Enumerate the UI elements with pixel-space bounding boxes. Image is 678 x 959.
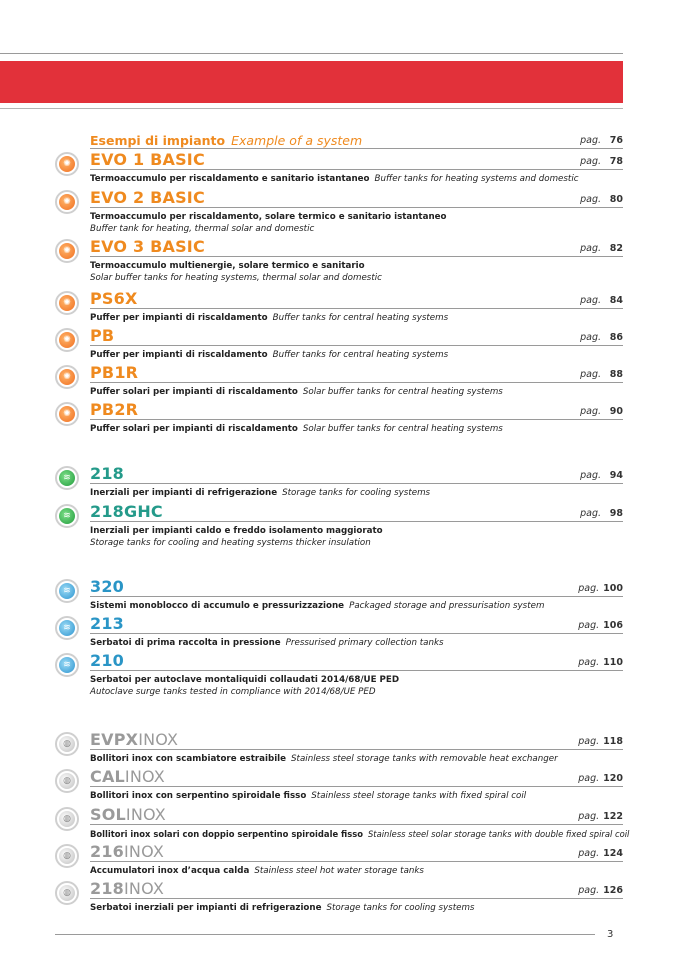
product-description: Termoaccumulo per riscaldamento e sanitario istantaneo Buffer tanks for heating systems and domestic <box>90 174 579 184</box>
product-description: Termoaccumulo per riscaldamento, solare termico e sanitario istantaneo Buffer tank for heating, thermal solar and domestic <box>90 212 447 234</box>
product-name: 216INOX <box>90 842 165 861</box>
product-name: 213 <box>90 614 124 633</box>
boiler-icon: ✺ <box>55 190 79 214</box>
product-description: Accumulatori inox d’acqua calda Stainless steel hot water storage tanks <box>90 866 424 876</box>
boiler-icon: ✺ <box>55 328 79 352</box>
product-name: 218 <box>90 464 124 483</box>
header-red-band <box>0 61 623 103</box>
product-name: CALINOX <box>90 767 165 786</box>
product-description: Bollitori inox con scambiatore estraibile Stainless steel storage tanks with removable heat exchanger <box>90 754 558 764</box>
product-name: 210 <box>90 651 124 670</box>
stainless-tank-icon: ◍ <box>55 732 79 756</box>
product-description: Serbatoi inerziali per impianti di refrigerazione Storage tanks for cooling systems <box>90 903 475 913</box>
product-name: 320 <box>90 577 124 596</box>
product-description: Puffer solari per impianti di riscaldamento Solar buffer tanks for central heating systems <box>90 387 503 397</box>
page-ref: pag. 118 <box>578 736 623 747</box>
product-description: Inerziali per impianti di refrigerazione Storage tanks for cooling systems <box>90 488 431 498</box>
page-ref: pag. 122 <box>578 811 623 822</box>
product-description: Puffer solari per impianti di riscaldamento Solar buffer tanks for central heating systems <box>90 424 503 434</box>
page-ref: pag. 88 <box>580 369 623 380</box>
page-ref: pag. 86 <box>580 332 623 343</box>
product-description: Bollitori inox con serpentino spiroidale fisso Stainless steel storage tanks with fixed spiral coil <box>90 791 527 801</box>
page-ref: pag. 78 <box>580 156 623 167</box>
page-ref: pag. 84 <box>580 295 623 306</box>
product-name: SOLINOX <box>90 805 166 824</box>
product-description: Serbatoi per autoclave montaliquidi collaudati 2014/68/UE PED Autoclave surge tanks tested in compliance with 2014/68/UE PED <box>90 675 400 697</box>
product-name: 218INOX <box>90 879 165 898</box>
page-ref: pag. 106 <box>578 620 623 631</box>
product-description: Inerziali per impianti caldo e freddo isolamento maggiorato Storage tanks for cooling and heating systems thicker insulation <box>90 526 383 548</box>
header-rule-bottom <box>0 108 623 109</box>
product-description: Termoaccumulo multienergie, solare termico e sanitario Solar buffer tanks for heating systems, thermal solar and domestic <box>90 261 382 283</box>
example-title-it: Esempi di impianto <box>90 133 226 148</box>
cooling-icon: ≋ <box>55 466 79 490</box>
product-name: EVO 1 BASIC <box>90 150 205 169</box>
page-ref: pag. 76 <box>580 135 623 146</box>
stainless-tank-icon: ◍ <box>55 881 79 905</box>
product-description: Serbatoi di prima raccolta in pressione Pressurised primary collection tanks <box>90 638 444 648</box>
stainless-tank-icon: ◍ <box>55 769 79 793</box>
product-description: Sistemi monoblocco di accumulo e pressurizzazione Packaged storage and pressurisation system <box>90 601 545 611</box>
product-description: Puffer per impianti di riscaldamento Buffer tanks for central heating systems <box>90 313 449 323</box>
boiler-icon: ✺ <box>55 239 79 263</box>
page-ref: pag. 98 <box>580 508 623 519</box>
product-name: PB1R <box>90 363 139 382</box>
boiler-icon: ✺ <box>55 402 79 426</box>
page-ref: pag. 126 <box>578 885 623 896</box>
page-ref: pag. 124 <box>578 848 623 859</box>
stainless-tank-icon: ◍ <box>55 844 79 868</box>
product-name: PB <box>90 326 115 345</box>
page-ref: pag. 94 <box>580 470 623 481</box>
product-name: EVO 2 BASIC <box>90 188 205 207</box>
page-ref: pag. 120 <box>578 773 623 784</box>
page-number: 3 <box>607 929 614 940</box>
water-icon: ≋ <box>55 616 79 640</box>
stainless-tank-icon: ◍ <box>55 807 79 831</box>
product-name: EVO 3 BASIC <box>90 237 205 256</box>
boiler-icon: ✺ <box>55 152 79 176</box>
footer-rule <box>55 934 595 935</box>
example-title-en: Example of a system <box>231 133 363 148</box>
product-description: Bollitori inox solari con doppio serpentino spiroidale fisso Stainless steel solar storage tanks with double fixed spiral coil <box>90 829 630 839</box>
product-name: 218GHC <box>90 502 163 521</box>
toc-example-row[interactable] <box>90 130 623 149</box>
page-ref: pag. 80 <box>580 194 623 205</box>
product-description: Puffer per impianti di riscaldamento Buffer tanks for central heating systems <box>90 350 449 360</box>
header-rule-top <box>0 53 623 54</box>
boiler-icon: ✺ <box>55 365 79 389</box>
water-icon: ≋ <box>55 653 79 677</box>
product-name: EVPXINOX <box>90 730 179 749</box>
product-name: PS6X <box>90 289 138 308</box>
page-ref: pag. 100 <box>578 583 623 594</box>
water-icon: ≋ <box>55 579 79 603</box>
boiler-icon: ✺ <box>55 291 79 315</box>
cooling-icon: ≋ <box>55 504 79 528</box>
page-ref: pag. 110 <box>578 657 623 668</box>
page-ref: pag. 90 <box>580 406 623 417</box>
product-name: PB2R <box>90 400 139 419</box>
page-ref: pag. 82 <box>580 243 623 254</box>
